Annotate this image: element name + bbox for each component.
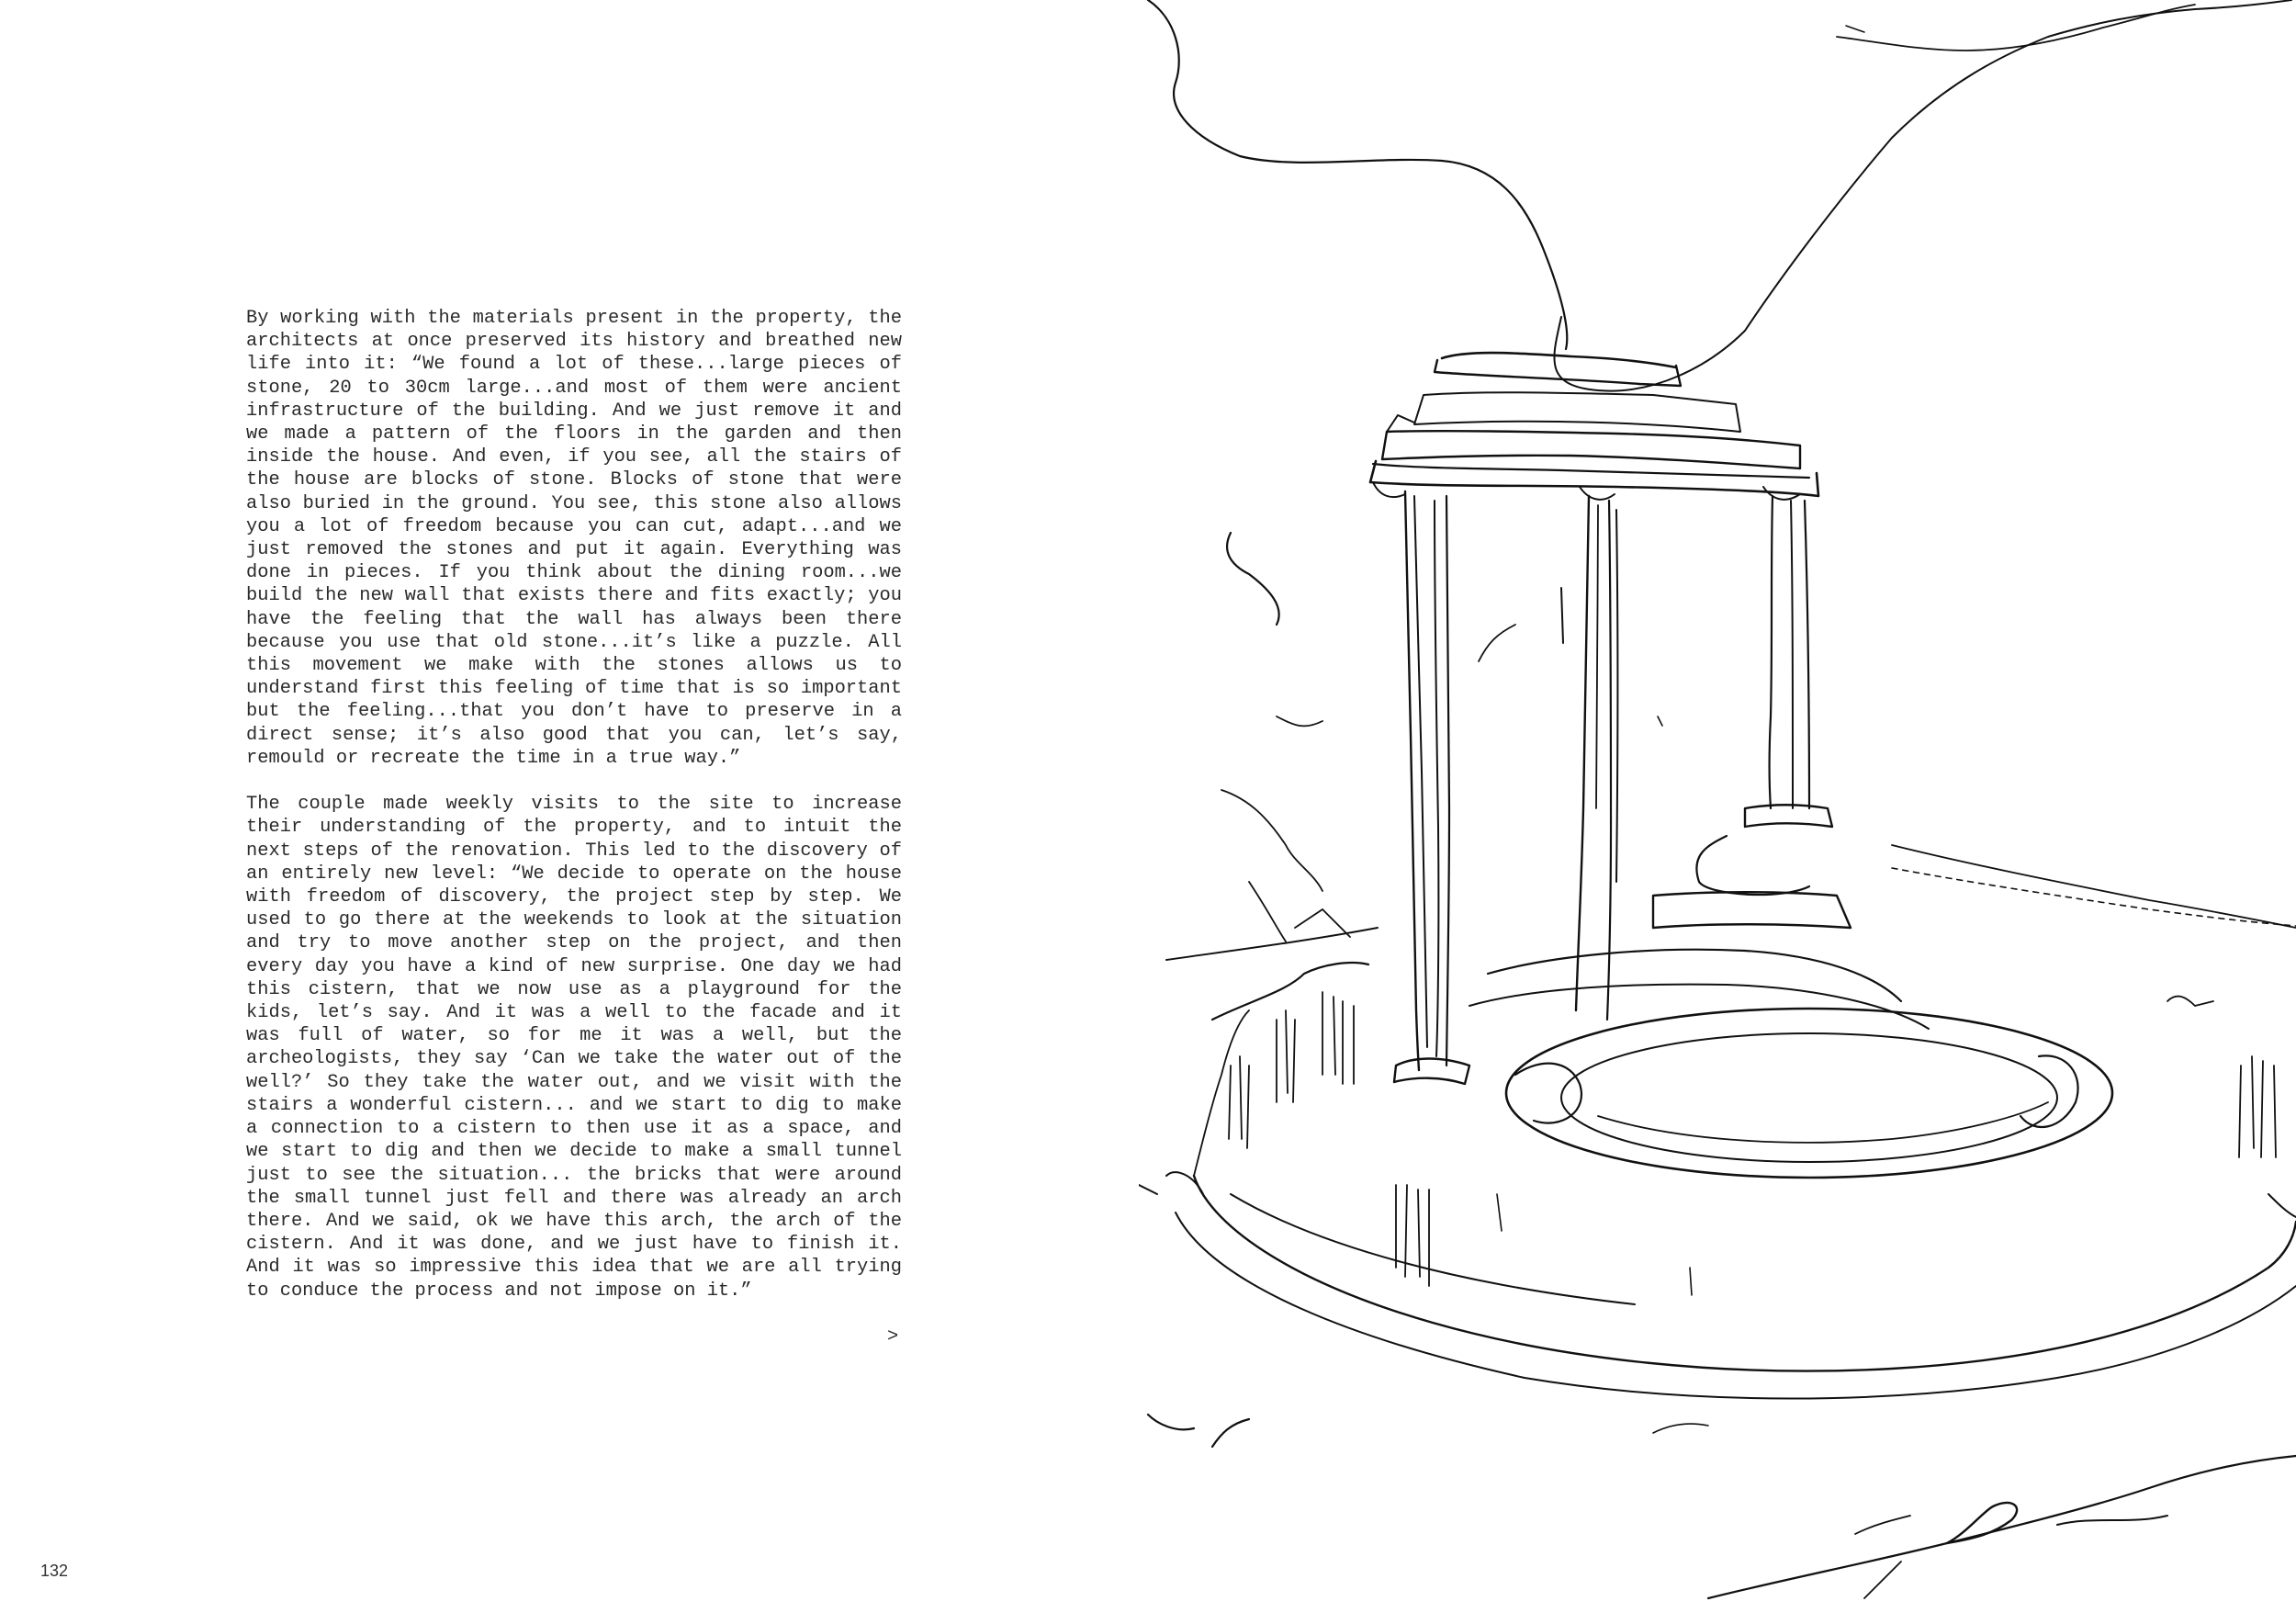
body-text-column bbox=[246, 307, 902, 1325]
ruined-columns-icon bbox=[1139, 0, 2296, 1624]
page-number: 132 bbox=[40, 1562, 69, 1580]
paragraph-materials: By working with the materials present in the property, the architects at once preserved its history and breathed new life into it: “We found a lot of these...large pieces of stone, 20 to 30cm large...and most of them were ancient infrastructure of the building. And we just remove it and we made a pattern of the floors in the garden and then inside the house. And even, if you see, all the stairs of the house are blocks of stone. Blocks of stone that were also buried in the ground. You see, this stone also allows you a lot of freedom because you can cut, adapt...and we just removed the stones and put it again. Everything was done in pieces. If you think about the dining room...we build the new wall that exists there and fits exactly; you have the feeling that the wall has always been there because you use that old stone...it’s like a puzzle. All this movement we make with the stones allows us to understand first this feeling of time that is so important but the feeling...that you don’t have to preserve in a direct sense; it’s also good that you can, let’s say, remould or recreate the time in a true way.” bbox=[246, 308, 902, 769]
continue-arrow[interactable]: > bbox=[887, 1326, 899, 1348]
paragraph-cistern: The couple made weekly visits to the site to increase their understanding of the property, and to intuit the next steps of the renovation. This led to the discovery of an entirely new level: “We decide to operate on the house with freedom of discovery, the project step by step. We used to go there at the weekends to look at the situation and try to move another step on the project, and then every day you have a kind of new surprise. One day we had this cistern, that we now use as a playground for the kids, let’s say. And it was a well to the facade and it was full of water, so for me it was a well, but the archeologists, they say ‘Can we take the water out of the well?’ So they take the water out, and we visit with the stairs a wonderful cistern... and we start to dig to make a connection to a cistern to then use it as a space, and we start to dig and then we decide to make a small tunnel just to see the situation... the bricks that were around the small tunnel just fell and there was already an arch there. And we said, ok we have this arch, the arch of the cistern. And it was done, and we just have to finish it. And it was so impressive this idea that we are all trying to conduce the process and not impose on it.” bbox=[246, 794, 902, 1302]
ink-sketch-illustration bbox=[1139, 0, 2296, 1624]
